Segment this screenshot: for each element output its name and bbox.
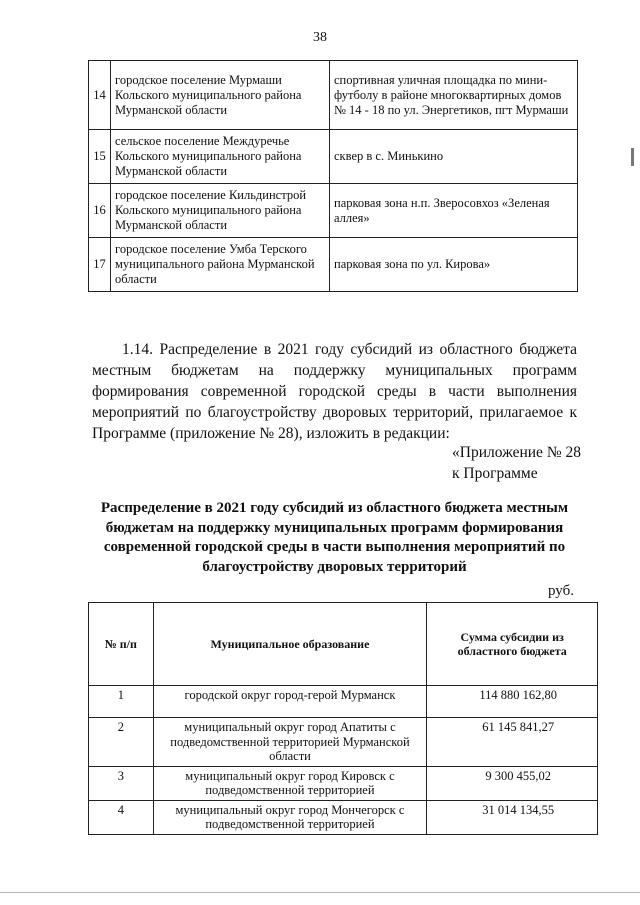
municipality-cell: городское поселение Кильдинстрой Кольского муниципального района Мурманской области — [111, 184, 330, 238]
row-number: 1 — [89, 686, 154, 718]
subsidy-table — [88, 602, 598, 835]
table-row — [89, 61, 578, 130]
municipality-cell: городской округ город-герой Мурманск — [153, 686, 427, 718]
municipality-cell: городское поселение Мурмаши Кольского муниципального района Мурманской области — [111, 61, 330, 130]
header-number: № п/п — [89, 603, 154, 686]
header-sum: Сумма субсидии из областного бюджета — [427, 603, 598, 686]
object-cell: сквер в с. Минькино — [330, 130, 578, 184]
municipality-cell: городское поселение Умба Терского муниципального района Мурманской области — [111, 238, 330, 292]
municipality-cell: муниципальный округ город Апатиты с подведомственной территорией Мурманской области — [153, 718, 427, 767]
row-number: 4 — [89, 800, 154, 834]
distribution-heading: Распределение в 2021 году субсидий из областного бюджета местным бюджетам на поддержку муниципальных программ формирования современной городской среды в части выполнения мероприятий по благоустройству дворовых территорий — [100, 500, 569, 575]
municipality-cell: муниципальный округ город Мончегорск с подведомственной территорией — [153, 800, 427, 834]
objects-table — [88, 60, 578, 292]
table-row — [89, 766, 598, 800]
header-municipality: Муниципальное образование — [153, 603, 427, 686]
object-cell: парковая зона н.п. Зверосовхоз «Зеленая аллея» — [330, 184, 578, 238]
row-number: 14 — [89, 61, 111, 130]
scan-footer-line — [0, 892, 640, 894]
table-row — [89, 686, 598, 718]
table-row — [89, 718, 598, 767]
table-row — [89, 130, 578, 184]
table-row — [89, 238, 578, 292]
table-row — [89, 184, 578, 238]
table-header-row — [89, 603, 598, 686]
row-number: 2 — [89, 718, 154, 767]
sum-cell: 114 880 162,80 — [427, 686, 598, 718]
row-number: 16 — [89, 184, 111, 238]
appendix-reference — [452, 442, 581, 484]
sum-cell: 31 014 134,55 — [427, 800, 598, 834]
appendix-line: «Приложение № 28 — [452, 444, 581, 461]
page-number: 38 — [313, 30, 327, 45]
object-cell: спортивная уличная площадка по мини-футболу в районе многоквартирных домов № 14 - 18 по ул. Энергетиков, пгт Мурмаши — [330, 61, 578, 130]
sum-cell: 61 145 841,27 — [427, 718, 598, 767]
currency-unit: руб. — [548, 583, 574, 599]
sum-cell: 9 300 455,02 — [427, 766, 598, 800]
row-number: 3 — [89, 766, 154, 800]
clause-paragraph: 1.14. Распределение в 2021 году субсидий из областного бюджета местным бюджетам на поддержку муниципальных программ формирования современной городской среды в части выполнения мероприятий по благоустройству дворовых территорий, прилагаемое к Программе (приложение № 28), изложить в редакции: — [92, 341, 577, 442]
scan-edge-mark — [631, 148, 634, 166]
municipality-cell: муниципальный округ город Кировск с подведомственной территорией — [153, 766, 427, 800]
table-row — [89, 800, 598, 834]
row-number: 15 — [89, 130, 111, 184]
row-number: 17 — [89, 238, 111, 292]
municipality-cell: сельское поселение Междуречье Кольского муниципального района Мурманской области — [111, 130, 330, 184]
object-cell: парковая зона по ул. Кирова» — [330, 238, 578, 292]
appendix-line: к Программе — [452, 465, 538, 482]
